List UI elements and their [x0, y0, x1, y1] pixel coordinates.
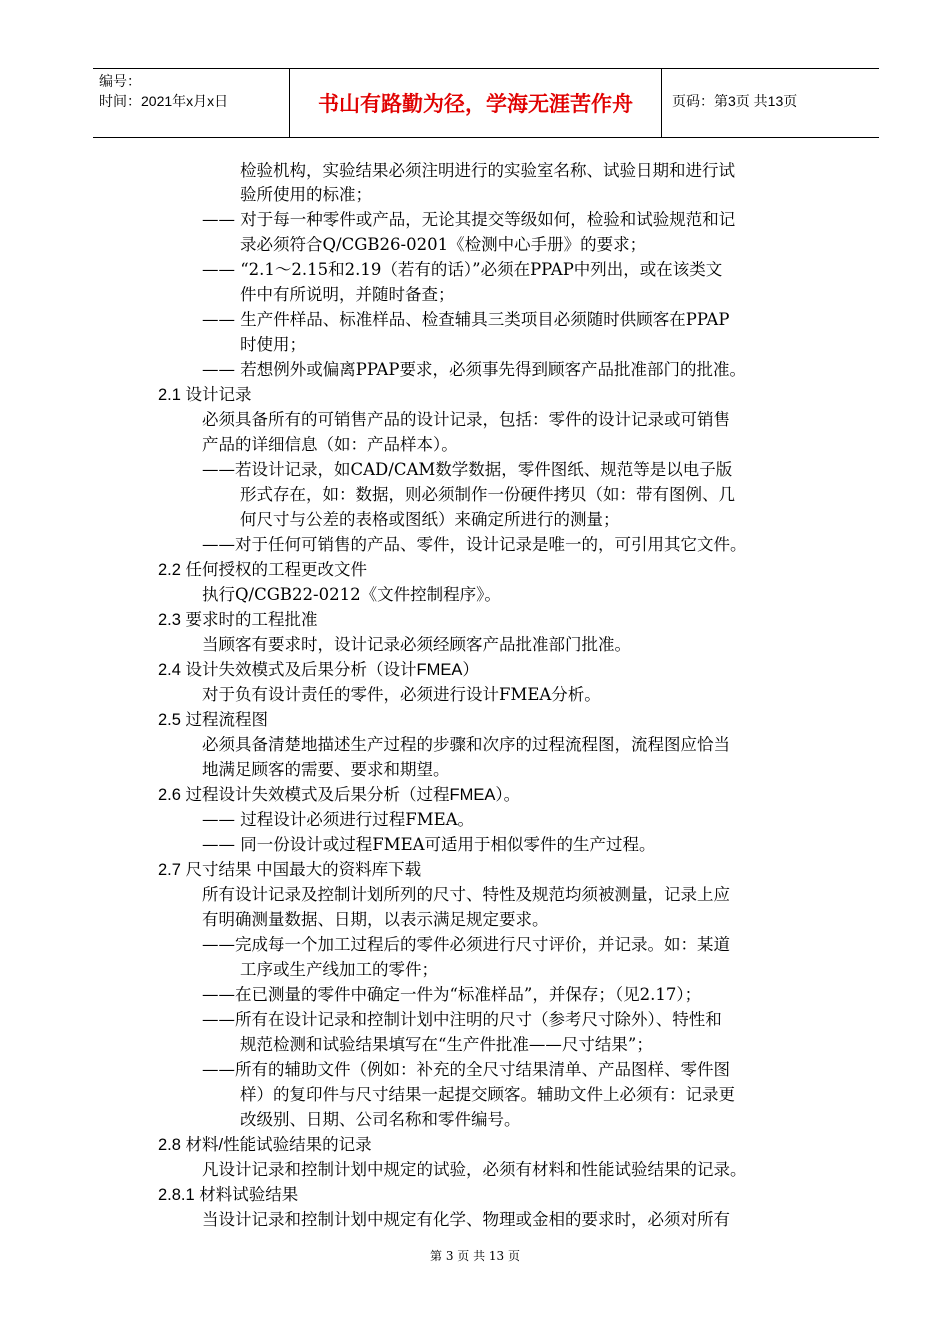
header-info-cell: [93, 69, 290, 137]
section-heading: 2.8.1 材料试验结果: [158, 1186, 299, 1204]
section-heading: 2.6 过程设计失效模式及后果分析（过程FMEA）。: [158, 786, 521, 804]
body-line: 工序或生产线加工的零件；: [240, 960, 438, 979]
body-line: ——对于任何可销售的产品、零件，设计记录是唯一的，可引用其它文件。: [202, 535, 747, 554]
header-motto: 书山有路勤为径，学海无涯苦作舟: [290, 69, 662, 137]
page-footer: 第 3 页 共 13 页: [430, 1249, 520, 1263]
body-line: 何尺寸与公差的表格或图纸）来确定所进行的测量；: [240, 510, 620, 529]
header-page-info: 页码：第3页 共13页: [672, 93, 798, 109]
body-line: 必须具备清楚地描述生产过程的步骤和次序的过程流程图，流程图应恰当: [202, 735, 730, 754]
page-header: [93, 68, 879, 138]
body-line: ——所有的辅助文件（例如：补充的全尺寸结果清单、产品图样、零件图: [202, 1060, 730, 1079]
section-heading: 2.8 材料/性能试验结果的记录: [158, 1136, 372, 1154]
body-line: 验所使用的标准；: [240, 185, 372, 204]
body-line: 产品的详细信息（如：产品样本）。: [202, 435, 458, 454]
body-line: 执行Q/CGB22-0212《文件控制程序》。: [202, 585, 501, 604]
body-line: —— “2.1～2.15和2.19（若有的话）”必须在PPAP中列出，或在该类文: [202, 260, 723, 279]
body-line: 录必须符合Q/CGB26-0201《检测中心手册》的要求；: [240, 235, 647, 254]
section-heading: 2.4 设计失效模式及后果分析（设计FMEA）: [158, 661, 479, 679]
body-line: 当设计记录和控制计划中规定有化学、物理或金相的要求时，必须对所有: [202, 1210, 730, 1229]
body-line: —— 同一份设计或过程FMEA可适用于相似零件的生产过程。: [202, 835, 656, 854]
body-line: 形式存在，如：数据，则必须制作一份硬件拷贝（如：带有图例、几: [240, 485, 735, 504]
body-line: 有明确测量数据、日期，以表示满足规定要求。: [202, 910, 549, 929]
section-heading: 2.5 过程流程图: [158, 711, 269, 729]
body-line: 样）的复印件与尺寸结果一起提交顾客。辅助文件上必须有：记录更: [240, 1085, 735, 1104]
section-heading: 2.3 要求时的工程批准: [158, 611, 318, 629]
body-line: 改级别、日期、公司名称和零件编号。: [240, 1110, 521, 1129]
section-heading: 2.1 设计记录: [158, 386, 252, 404]
body-line: 必须具备所有的可销售产品的设计记录，包括：零件的设计记录或可销售: [202, 410, 730, 429]
section-heading: 2.2 任何授权的工程更改文件: [158, 561, 368, 579]
body-line: 凡设计记录和控制计划中规定的试验，必须有材料和性能试验结果的记录。: [202, 1160, 747, 1179]
body-line: 所有设计记录及控制计划所列的尺寸、特性及规范均须被测量，记录上应: [202, 885, 730, 904]
body-line: ——完成每一个加工过程后的零件必须进行尺寸评价，并记录。如：某道: [202, 935, 730, 954]
body-line: 件中有所说明，并随时备查；: [240, 285, 455, 304]
body-line: —— 若想例外或偏离PPAP要求，必须事先得到顾客产品批准部门的批准。: [202, 360, 746, 379]
header-number: 编号：: [99, 73, 141, 89]
body-line: 规范检测和试验结果填写在“生产件批准——尺寸结果”；: [240, 1035, 653, 1054]
body-line: —— 对于每一种零件或产品，无论其提交等级如何，检验和试验规范和记: [202, 210, 736, 229]
section-heading: 2.7 尺寸结果 中国最大的资料库下载: [158, 861, 422, 879]
header-time: 时间：2021年x月x日: [99, 93, 229, 109]
body-line: 地满足顾客的需要、要求和期望。: [202, 760, 450, 779]
body-line: —— 生产件样品、标准样品、检查辅具三类项目必须随时供顾客在PPAP: [202, 310, 730, 329]
body-line: 对于负有设计责任的零件，必须进行设计FMEA分析。: [202, 685, 601, 704]
body-line: 时使用；: [240, 335, 306, 354]
body-line: ——所有在设计记录和控制计划中注明的尺寸（参考尺寸除外）、特性和: [202, 1010, 722, 1029]
body-line: —— 过程设计必须进行过程FMEA。: [202, 810, 475, 829]
body-line: ——在已测量的零件中确定一件为“标准样品”，并保存；（见2.17）；: [202, 985, 702, 1004]
body-line: 检验机构，实验结果必须注明进行的实验室名称、试验日期和进行试: [240, 161, 735, 180]
body-line: ——若设计记录，如CAD/CAM数学数据，零件图纸、规范等是以电子版: [202, 460, 733, 479]
body-line: 当顾客有要求时，设计记录必须经顾客产品批准部门批准。: [202, 635, 631, 654]
